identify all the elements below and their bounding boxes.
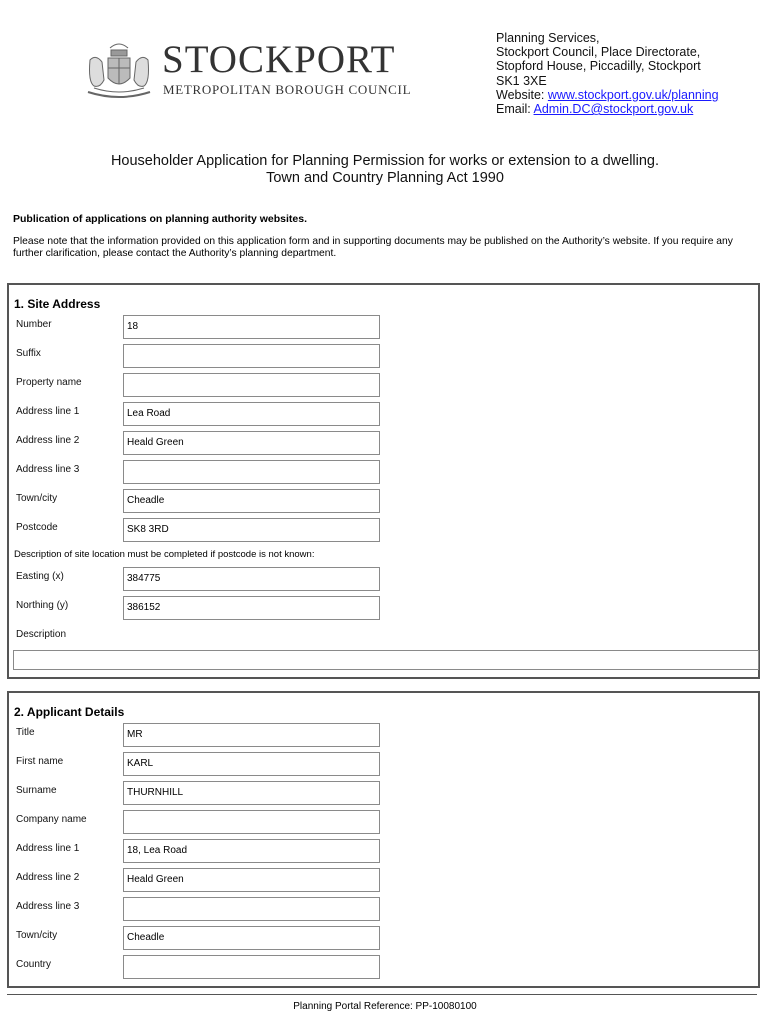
field-label: Northing (y) xyxy=(16,600,69,611)
property-name-field[interactable] xyxy=(123,373,380,397)
council-crest-logo xyxy=(80,40,158,102)
field-label: Company name xyxy=(16,814,87,825)
contact-line: Stopford House, Piccadilly, Stockport xyxy=(496,59,701,74)
field-label: Number xyxy=(16,319,52,330)
field-label: Suffix xyxy=(16,348,41,359)
address-line-3-field[interactable] xyxy=(123,460,380,484)
town-city-field[interactable]: Cheadle xyxy=(123,489,380,513)
postcode-field[interactable]: SK8 3RD xyxy=(123,518,380,542)
country-field[interactable] xyxy=(123,955,380,979)
email-label: Email: xyxy=(496,102,534,117)
contact-line: Planning Services, xyxy=(496,31,600,45)
field-label: Address line 1 xyxy=(16,843,80,854)
field-label: Description xyxy=(16,629,67,640)
easting-field[interactable]: 384775 xyxy=(123,567,380,591)
contact-block xyxy=(496,31,719,116)
address-line-2-field[interactable]: Heald Green xyxy=(123,431,380,455)
contact-line: SK1 3XE xyxy=(496,73,547,88)
address-line-2-field[interactable]: Heald Green xyxy=(123,868,380,892)
publication-text: Please note that the information provided on this application form and in supporting documents may be published on the Authority’s website. If you require any further clarification, please contact the Authority’s planning department. xyxy=(13,236,733,259)
council-name: STOCKPORT xyxy=(162,38,396,81)
title-field[interactable]: MR xyxy=(123,723,380,747)
website-label: Website: xyxy=(496,87,548,102)
company-name-field[interactable] xyxy=(123,810,380,834)
field-label: Address line 1 xyxy=(16,406,80,417)
description-field[interactable] xyxy=(13,650,759,670)
website-link[interactable]: www.stockport.gov.uk/planning xyxy=(547,87,719,102)
publication-heading: Publication of applications on planning authority websites. xyxy=(13,213,308,225)
portal-reference: Planning Portal Reference: PP-10080100 xyxy=(293,1001,477,1012)
field-label: Title xyxy=(16,727,35,738)
field-label: Town/city xyxy=(16,930,58,941)
field-label: Town/city xyxy=(16,493,58,504)
field-label: Easting (x) xyxy=(16,571,64,582)
field-label: Address line 3 xyxy=(16,464,80,475)
form-subtitle: Town and Country Planning Act 1990 xyxy=(266,170,504,186)
first-name-field[interactable]: KARL xyxy=(123,752,380,776)
field-label: Property name xyxy=(16,377,82,388)
field-label: Address line 2 xyxy=(16,872,80,883)
email-link[interactable]: Admin.DC@stockport.gov.uk xyxy=(533,102,694,117)
field-label: Country xyxy=(16,959,52,970)
footer-divider xyxy=(7,994,757,995)
address-line-3-field[interactable] xyxy=(123,897,380,921)
field-label: Address line 3 xyxy=(16,901,80,912)
address-line-1-field[interactable]: Lea Road xyxy=(123,402,380,426)
town-city-field[interactable]: Cheadle xyxy=(123,926,380,950)
surname-field[interactable]: THURNHILL xyxy=(123,781,380,805)
section-heading: 1. Site Address xyxy=(14,297,101,311)
location-note: Description of site location must be completed if postcode is not known: xyxy=(14,549,315,560)
council-subtitle: METROPOLITAN BOROUGH COUNCIL xyxy=(163,82,412,97)
number-field[interactable]: 18 xyxy=(123,315,380,339)
address-line-1-field[interactable]: 18, Lea Road xyxy=(123,839,380,863)
field-label: First name xyxy=(16,756,64,767)
form-title: Householder Application for Planning Permission for works or extension to a dwelling. xyxy=(110,153,660,169)
northing-field[interactable]: 386152 xyxy=(123,596,380,620)
site-address-section xyxy=(7,283,760,679)
section-heading: 2. Applicant Details xyxy=(14,705,125,719)
contact-line: Stockport Council, Place Directorate, xyxy=(496,45,701,60)
field-label: Postcode xyxy=(16,522,58,533)
suffix-field[interactable] xyxy=(123,344,380,368)
applicant-details-section xyxy=(7,691,760,988)
field-label: Address line 2 xyxy=(16,435,80,446)
field-label: Surname xyxy=(16,785,57,796)
